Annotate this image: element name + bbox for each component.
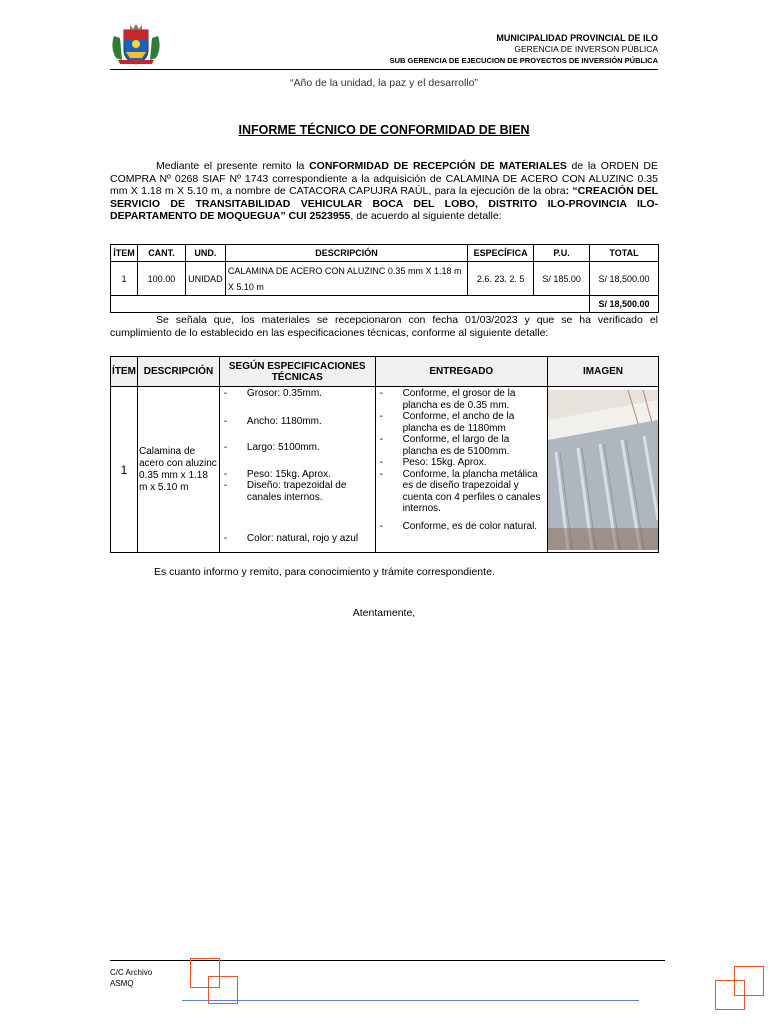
header-cell: DESCRIPCIÓN	[137, 357, 219, 387]
total-cell: S/ 18,500.00	[590, 262, 659, 296]
list-item: - Ancho: 1180mm.	[221, 416, 374, 428]
list-item: - Conforme, el grosor de la plancha es de 0.35 mm.	[377, 388, 546, 411]
header-cell: ESPECÍFICA	[468, 245, 534, 262]
image-cell	[547, 387, 658, 553]
grand-total-row	[111, 296, 659, 313]
header-cell: ÍTEM	[111, 245, 138, 262]
description-cell: Calamina de acero con aluzinc 0.35 mm x 1.18 m x 5.10 m	[137, 387, 219, 553]
copy-archive-note: C/C Archivo	[110, 968, 153, 977]
steel-sheet-photo	[548, 390, 658, 550]
letterhead	[390, 33, 658, 66]
grand-total-spacer	[111, 296, 590, 313]
order-table-header	[111, 245, 659, 262]
item-cell: 1	[111, 387, 138, 553]
list-item: - Conforme, el ancho de la plancha es de 1180mm	[377, 411, 546, 434]
item-cell: 1	[111, 262, 138, 296]
list-item: - Conforme, el largo de la plancha es de 5100mm.	[377, 434, 546, 457]
list-item: - Grosor: 0.35mm.	[221, 388, 374, 400]
table-row	[111, 387, 659, 553]
intro-paragraph: Mediante el presente remito la CONFORMIDAD DE RECEPCIÓN DE MATERIALES de la ORDEN DE COMPRA Nº 0268 SIAF Nº 1743 correspondiente a la adquisición de CALAMINA DE ACERO CON ALUZINC 0.35 mm X 1.18 m X 5.10 m, a nombre de CATACORA CAPUJRA RAÚL, para la ejecución de la obra: “CREACIÓN DEL SERVICIO DE TRANSITABILIDAD VEHICULAR BOCA DEL LOBO, DISTRITO ILO-PROVINCIA ILO-DEPARTAMENTO DE MOQUEGUA” CUI 2523955, de acuerdo al siguiente detalle:	[110, 160, 658, 222]
delivered-cell	[375, 387, 547, 553]
footer-accent-line	[182, 1000, 639, 1001]
list-item: - Peso: 15kg. Aprox.	[377, 457, 546, 469]
spec-list	[221, 388, 374, 545]
specs-cell	[219, 387, 375, 553]
quantity-cell: 100.00	[137, 262, 185, 296]
verification-paragraph: Se señala que, los materiales se recepcionaron con fecha 01/03/2023 y que se ha verificado el cumplimiento de lo establecido en las especificaciones técnicas, conforme al siguiente detalle:	[110, 314, 658, 339]
header-cell: DESCRIPCIÓN	[225, 245, 467, 262]
order-table	[110, 244, 659, 313]
closing-sentence: Es cuanto informo y remito, para conocimiento y trámite correspondiente.	[154, 566, 495, 578]
grand-total-value: S/ 18,500.00	[590, 296, 659, 313]
header-cell: UND.	[185, 245, 225, 262]
unit-price-cell: S/ 185.00	[534, 262, 590, 296]
footer-notes	[110, 967, 152, 989]
header-cell: ENTREGADO	[375, 357, 547, 387]
description-cell: CALAMINA DE ACERO CON ALUZINC 0.35 mm X 1.18 m X 5.10 m	[225, 262, 467, 296]
footer-decoration-left	[190, 958, 242, 1006]
header-divider	[110, 69, 658, 70]
footer-decoration-right	[712, 966, 766, 1018]
year-motto: “Año de la unidad, la paz y el desarrollo”	[290, 77, 478, 89]
list-item: - Peso: 15kg. Aprox.	[221, 469, 374, 481]
municipality-name: MUNICIPALIDAD PROVINCIAL DE ILO	[496, 33, 658, 43]
list-item: - Conforme, la plancha metálica es de diseño trapezoidal y cuenta con 4 perfiles o canales internos.	[377, 469, 546, 515]
header-cell: SEGÚN ESPECIFICACIONES TÉCNICAS	[219, 357, 375, 387]
header-cell: CANT.	[137, 245, 185, 262]
delivered-list	[377, 388, 546, 532]
list-item: - Color: natural, rojo y azul	[221, 533, 374, 545]
regards: Atentamente,	[352, 607, 416, 619]
municipal-coat-of-arms	[108, 22, 164, 66]
subdepartment-name: SUB GERENCIA DE EJECUCION DE PROYECTOS DE INVERSIÓN PÚBLICA	[389, 56, 658, 65]
table-row	[111, 262, 659, 296]
list-item: - Largo: 5100mm.	[221, 442, 374, 454]
initials-note: ASMQ	[110, 979, 134, 988]
header-cell: P.U.	[534, 245, 590, 262]
header-cell: ÍTEM	[111, 357, 138, 387]
header-cell: IMAGEN	[547, 357, 658, 387]
header-cell: TOTAL	[590, 245, 659, 262]
list-item: - Conforme, es de color natural.	[377, 521, 546, 533]
unit-cell: UNIDAD	[185, 262, 225, 296]
department-name: GERENCIA DE INVERSON PÚBLICA	[514, 44, 658, 54]
list-item: - Diseño: trapezoidal de canales internos.	[221, 480, 374, 503]
spec-table-header	[111, 357, 659, 387]
specifications-table	[110, 356, 659, 553]
document-title: INFORME TÉCNICO DE CONFORMIDAD DE BIEN	[238, 123, 530, 137]
specific-cell: 2.6. 23. 2. 5	[468, 262, 534, 296]
